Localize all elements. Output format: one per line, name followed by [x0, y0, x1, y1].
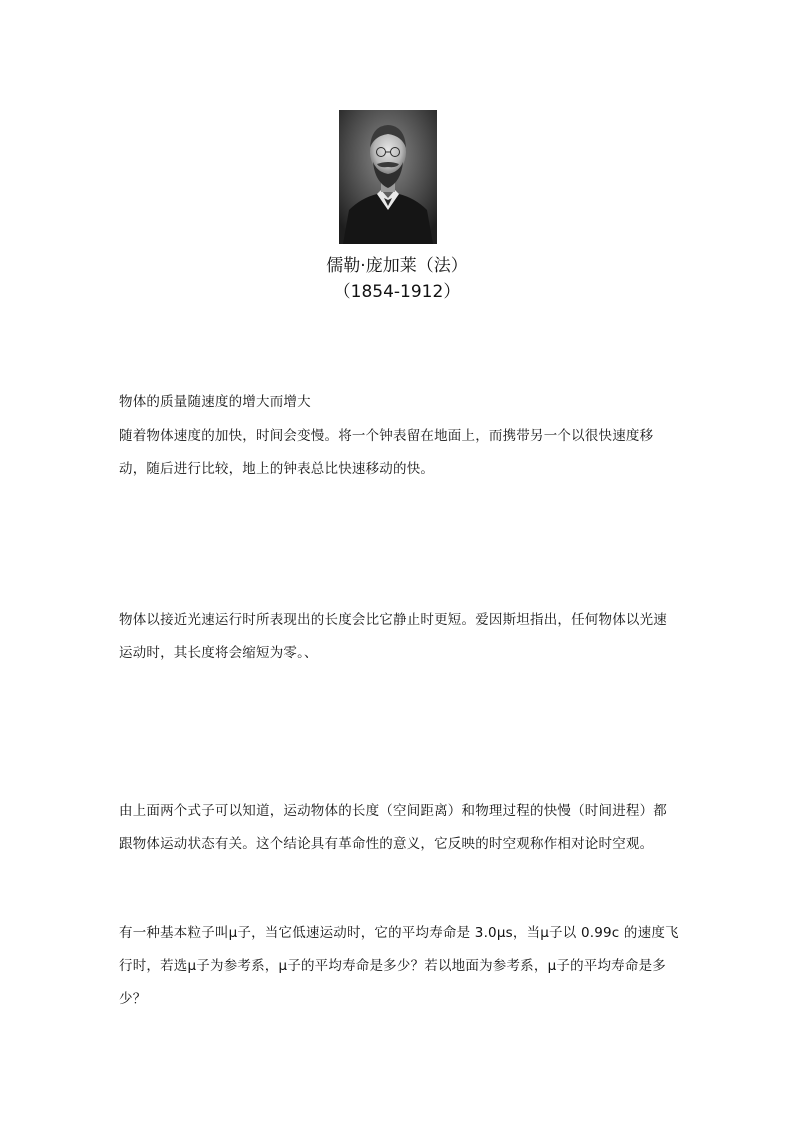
paragraph-muon-question: 有一种基本粒子叫μ子，当它低速运动时，它的平均寿命是 3.0μs，当μ子以 0.99c 的速度飞行时，若选μ子为参考系，μ子的平均寿命是多少？若以地面为参考系，μ子的平均寿命是多少？: [119, 925, 679, 1007]
portrait-photo: [339, 110, 437, 244]
paragraph-spacetime-view: 由上面两个式子可以知道，运动物体的长度（空间距离）和物理过程的快慢（时间进程）都跟物体运动状态有关。这个结论具有革命性的意义，它反映的时空观称作相对论时空观。: [119, 803, 667, 852]
portrait-caption-name: 儒勒·庞加莱（法）: [326, 256, 468, 276]
paragraph-heading: 物体的质量随速度的增大而增大: [119, 394, 311, 410]
paragraph-length-contraction: 物体以接近光速运行时所表现出的长度会比它静止时更短。爱因斯坦指出，任何物体以光速运动时，其长度将会缩短为零。、: [119, 612, 667, 661]
portrait-photo-icon: [339, 110, 437, 244]
paragraph-time-dilation: 随着物体速度的加快，时间会变慢。将一个钟表留在地面上，而携带另一个以很快速度移动，随后进行比较，地上的钟表总比快速移动的快。: [119, 428, 654, 477]
portrait-caption-years: （1854-1912）: [333, 282, 461, 302]
